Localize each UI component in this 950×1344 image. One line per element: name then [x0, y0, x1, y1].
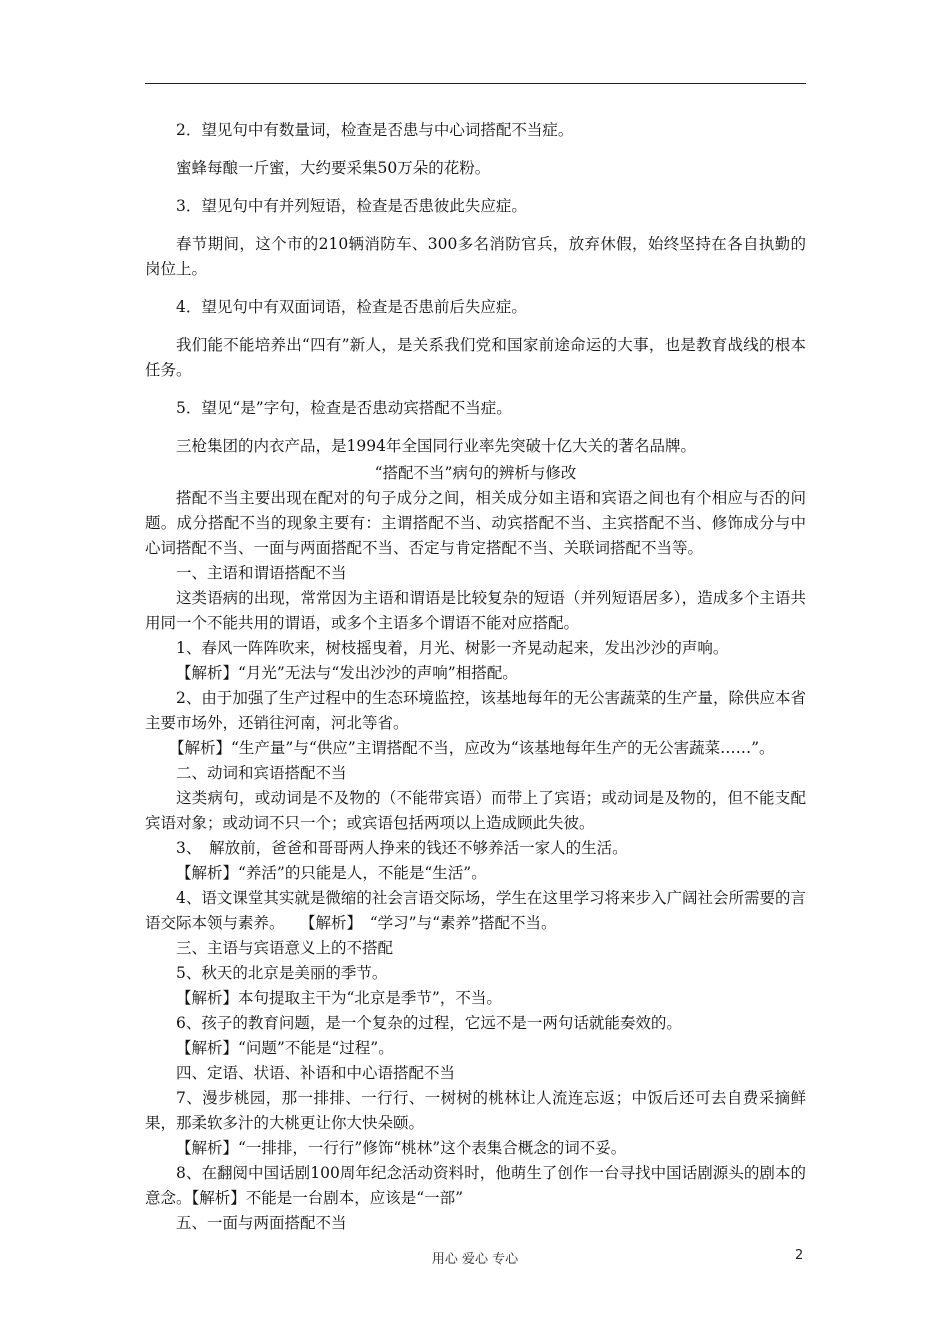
paragraph: 搭配不当主要出现在配对的句子成分之间，相关成分如主语和宾语之间也有个相应与否的问题。成分搭配不当的现象主要有：主谓搭配不当、动宾搭配不当、主宾搭配不当、修饰成分与中心词搭配不当、一面与两面搭配不当、否定与肯定搭配不当、关联词搭配不当等。	[145, 489, 806, 557]
example: 5、秋天的北京是美丽的季节。	[176, 964, 388, 982]
example: 4、语文课堂其实就是微缩的社会言语交际场，学生在这里学习将来步入广阔社会所需要的言语交际本领与素养。 【解析】 “学习”与“素养”搭配不当。	[145, 889, 806, 932]
analysis: 【解析】“养活”的只能是人，不能是“生活”。	[176, 864, 487, 882]
paragraph: 春节期间，这个市的210辆消防车、300多名消防官兵，放弃休假，始终坚持在各自执勤的岗位上。	[145, 235, 806, 278]
paragraph: 这类病句，或动词是不及物的（不能带宾语）而带上了宾语；或动词是及物的，但不能支配宾语对象；或动词不只一个；或宾语包括两项以上造成顾此失彼。	[145, 789, 806, 832]
heading: 四、定语、状语、补语和中心语搭配不当	[176, 1064, 456, 1082]
paragraph: 蜜蜂每酿一斤蜜，大约要采集50万朵的花粉。	[176, 159, 491, 177]
analysis: 【解析】“月光”无法与“发出沙沙的声响”相搭配。	[176, 664, 518, 682]
section-title: “搭配不当”病句的辨析与修改	[374, 464, 577, 482]
example: 7、漫步桃园，那一排排、一行行、一树树的桃林让人流连忘返；中饭后还可去自费采摘鲜果，那柔软多汁的大桃更让你大快朵颐。	[145, 1089, 806, 1132]
analysis: 【解析】“问题”不能是“过程”。	[176, 1039, 394, 1057]
example: 6、孩子的教育问题，是一个复杂的过程，它远不是一两句话就能奏效的。	[176, 1014, 682, 1032]
paragraph: 我们能不能培养出“四有”新人，是关系我们党和国家前途命运的大事，也是教育战线的根本任务。	[145, 336, 806, 379]
analysis: 【解析】“一排排，一行行”修饰“桃林”这个表集合概念的词不妥。	[176, 1139, 627, 1157]
heading: 三、主语与宾语意义上的不搭配	[176, 939, 394, 957]
header-rule	[145, 83, 806, 84]
paragraph: 4．望见句中有双面词语，检查是否患前后失应症。	[176, 298, 527, 316]
paragraph: 三枪集团的内衣产品，是1994年全国同行业率先突破十亿大关的著名品牌。	[176, 437, 696, 455]
page-body	[145, 118, 806, 1236]
heading: 二、动词和宾语搭配不当	[176, 764, 347, 782]
analysis: 【解析】“生产量”与“供应”主谓搭配不当，应改为“该基地每年生产的无公害蔬菜……”。	[169, 739, 775, 757]
page-number: 2	[795, 1248, 804, 1263]
heading: 五、一面与两面搭配不当	[176, 1214, 347, 1232]
analysis: 【解析】本句提取主干为“北京是季节”，不当。	[176, 989, 502, 1007]
paragraph: 3．望见句中有并列短语，检查是否患彼此失应症。	[176, 197, 527, 215]
example: 8、在翻阅中国话剧100周年纪念活动资料时，他萌生了创作一台寻找中国话剧源头的剧本的意念。【解析】不能是一台剧本，应该是“一部”	[145, 1164, 806, 1207]
paragraph: 5．望见“是”字句，检查是否患动宾搭配不当症。	[176, 399, 512, 417]
heading: 一、主语和谓语搭配不当	[176, 564, 347, 582]
paragraph: 2．望见句中有数量词，检查是否患与中心词搭配不当症。	[176, 121, 574, 139]
page-footer	[0, 1248, 950, 1270]
example: 3、 解放前，爸爸和哥哥两人挣来的钱还不够养活一家人的生活。	[176, 839, 628, 857]
paragraph: 这类语病的出现，常常因为主语和谓语是比较复杂的短语（并列短语居多），造成多个主语共用同一个不能共用的谓语，或多个主语多个谓语不能对应搭配。	[145, 589, 806, 632]
example: 2、由于加强了生产过程中的生态环境监控，该基地每年的无公害蔬菜的生产量，除供应本省主要市场外，还销往河南，河北等省。	[145, 689, 806, 732]
example: 1、春风一阵阵吹来，树枝摇曳着，月光、树影一齐晃动起来，发出沙沙的声响。	[176, 639, 729, 657]
footer-text: 用心 爱心 专心	[431, 1252, 519, 1267]
